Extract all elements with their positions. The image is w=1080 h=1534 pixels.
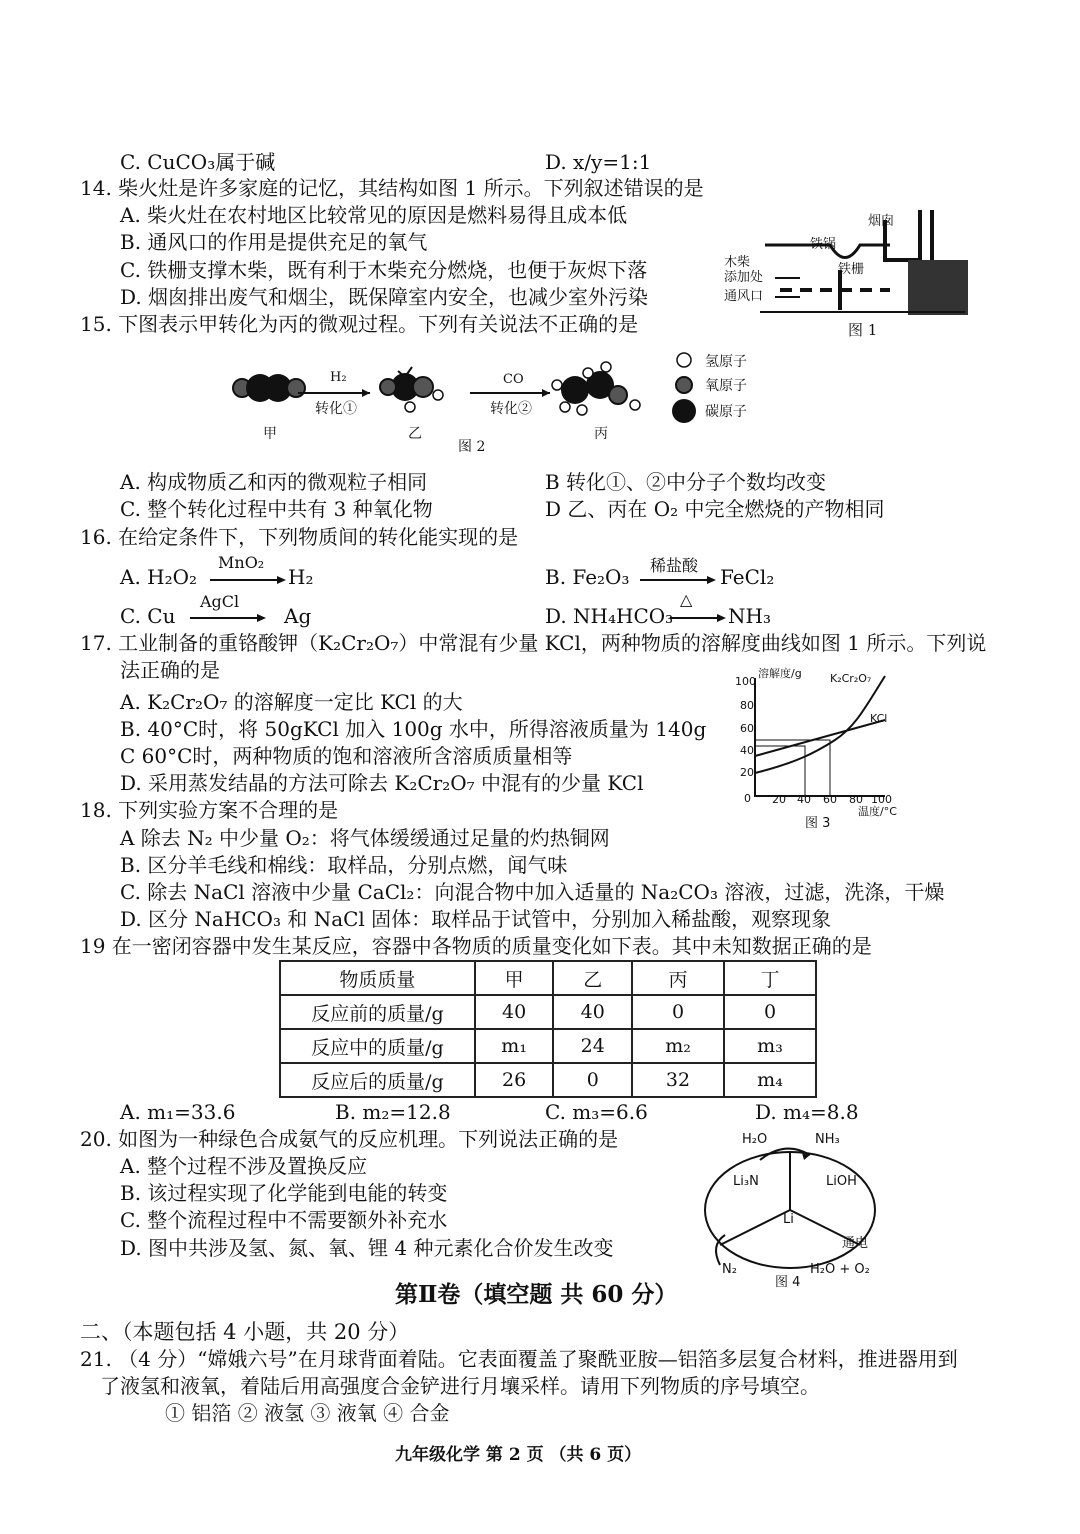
fig3-series1: K₂Cr₂O₇ [830, 672, 872, 685]
legend-carbon: 碳原子 [705, 404, 747, 420]
q16-b-condition: 稀盐酸 [650, 556, 699, 575]
q17-stem-cont: 法正确的是 [120, 658, 220, 682]
q21-stem: 21. （4 分）“嫦娥六号”在月球背面着陆。它表面覆盖了聚酰亚胺—铝箔多层复合材料，推进器用到 [80, 1347, 958, 1371]
q14-option-a: A. 柴火灶在农村地区比较常见的原因是燃料易得且成本低 [120, 203, 628, 227]
table-cell: m₃ [724, 1029, 816, 1063]
q13-option-d: D. x/y=1:1 [545, 150, 652, 174]
q16-a-condition: MnO₂ [218, 553, 265, 572]
q19-mass-table [279, 960, 817, 1098]
fig3-xlabel: 温度/°C [858, 805, 897, 818]
legend-oxygen: 氧原子 [705, 378, 747, 394]
q19-option-d: D. m₄=8.8 [755, 1100, 859, 1124]
q17-option-a: A. K₂Cr₂O₇ 的溶解度一定比 KCl 的大 [120, 690, 463, 714]
fig3-origin: 0 [744, 792, 751, 805]
fig4-n2: N₂ [722, 1262, 737, 1277]
fig3-xtick-40: 40 [797, 793, 811, 806]
fig3-ytick-40: 40 [740, 744, 754, 757]
fig3-ytick-80: 80 [740, 699, 754, 712]
fig2-legend-symbols [673, 350, 703, 425]
q19-option-a: A. m₁=33.6 [120, 1100, 236, 1124]
fig3-ytick-60: 60 [740, 722, 754, 735]
q17-option-c: C 60°C时，两种物质的饱和溶液所含溶质质量相等 [120, 744, 573, 768]
table-header-row [280, 961, 816, 995]
fig4-lioh: LiOH [826, 1174, 857, 1189]
q16-b-arrow [640, 575, 725, 585]
fig2-r1-reactant: H₂ [330, 370, 347, 385]
q15-option-c: C. 整个转化过程中共有 3 种氧化物 [120, 497, 433, 521]
part-2-heading: 二、（本题包括 4 小题，共 20 分） [80, 1320, 410, 1344]
q20-option-b: B. 该过程实现了化学能到电能的转变 [120, 1181, 448, 1205]
table-header-cell: 丁 [724, 961, 816, 995]
q13-option-c: C. CuCO₃属于碱 [120, 150, 276, 174]
table-cell: 反应中的质量/g [280, 1029, 475, 1063]
fig4-li: Li [783, 1212, 794, 1227]
fig3-xtick-80: 80 [849, 793, 863, 806]
q17-option-b: B. 40°C时，将 50gKCl 加入 100g 水中，所得溶液质量为 140g [120, 717, 707, 741]
q18-option-a: A 除去 N₂ 中少量 O₂：将气体缓缓通过足量的灼热铜网 [120, 826, 610, 850]
table-row [280, 1063, 816, 1097]
page-footer: 九年级化学 第 2 页 （共 6 页） [395, 1445, 642, 1465]
q21-options: ① 铝箔 ② 液氢 ③ 液氧 ④ 合金 [165, 1401, 450, 1425]
q16-d-product: NH₃ [728, 604, 771, 628]
fig3-caption: 图 3 [805, 816, 831, 831]
fig1-chimney-label: 烟囱 [868, 214, 895, 229]
fig1-vent-label: 通风口 [724, 289, 764, 304]
fig1-wood-label-2: 添加处 [724, 270, 764, 285]
fig2-r1-label: 转化① [315, 401, 357, 417]
q14-stem: 14. 柴火灶是许多家庭的记忆，其结构如图 1 所示。下列叙述错误的是 [80, 176, 704, 200]
q16-c-condition: AgCl [200, 592, 240, 611]
fig3-ylabel: 溶解度/g [758, 667, 802, 680]
fig3-xtick-20: 20 [772, 793, 786, 806]
q21-stem-cont: 了液氢和液氧，着陆后用高强度合金铲进行月壤采样。请用下列物质的序号填空。 [100, 1374, 820, 1398]
fig2-jia: 甲 [263, 426, 277, 442]
table-row [280, 995, 816, 1029]
fig4-caption: 图 4 [775, 1275, 801, 1290]
q20-option-c: C. 整个流程过程中不需要额外补充水 [120, 1208, 448, 1232]
q19-option-b: B. m₂=12.8 [335, 1100, 451, 1124]
q16-c-product: Ag [284, 604, 312, 628]
fig4-h2o-o2: H₂O + O₂ [810, 1262, 870, 1277]
q14-option-c: C. 铁栅支撑木柴，既有利于木柴充分燃烧，也便于灰烬下落 [120, 258, 648, 282]
legend-hydrogen: 氢原子 [705, 354, 747, 370]
q20-option-d: D. 图中共涉及氢、氮、氧、锂 4 种元素化合价发生改变 [120, 1236, 614, 1260]
q16-a-arrow [210, 575, 290, 585]
table-cell: 24 [553, 1029, 632, 1063]
fig1-pot-label: 铁锅 [810, 237, 837, 252]
section-2-title: 第Ⅱ卷（填空题 共 60 分） [395, 1281, 678, 1308]
q17-option-d: D. 采用蒸发结晶的方法可除去 K₂Cr₂O₇ 中混有的少量 KCl [120, 771, 644, 795]
table-header-cell: 甲 [475, 961, 554, 995]
q15-option-b: B 转化①、②中分子个数均改变 [545, 470, 827, 494]
figure-3-solubility [735, 668, 905, 808]
q16-option-b: B. Fe₂O₃ [545, 565, 630, 589]
fig1-grate-label: 铁栅 [838, 262, 865, 277]
fig2-yi: 乙 [408, 426, 422, 442]
q16-stem: 16. 在给定条件下，下列物质间的转化能实现的是 [80, 525, 519, 549]
table-header-cell: 丙 [632, 961, 724, 995]
q19-option-c: C. m₃=6.6 [545, 1100, 648, 1124]
q17-stem: 17. 工业制备的重铬酸钾（K₂Cr₂O₇）中常混有少量 KCl，两种物质的溶解度曲线如图 1 所示。下列说 [80, 631, 987, 655]
molecule-jia [233, 374, 305, 402]
q16-option-a: A. H₂O₂ [120, 565, 198, 589]
q16-option-d: D. NH₄HCO₃ [545, 604, 674, 628]
table-cell: 40 [475, 995, 554, 1029]
fig4-h2o: H₂O [742, 1132, 768, 1147]
molecule-yi [380, 367, 443, 412]
q15-option-a: A. 构成物质乙和丙的微观粒子相同 [120, 470, 428, 494]
table-cell: m₁ [475, 1029, 554, 1063]
table-cell: 40 [553, 995, 632, 1029]
fig3-xtick-60: 60 [823, 793, 837, 806]
fig4-electrolysis: 通电 [842, 1236, 869, 1251]
table-cell: 0 [553, 1063, 632, 1097]
table-cell: 0 [724, 995, 816, 1029]
q14-option-d: D. 烟囱排出废气和烟尘，既保障室内安全，也减少室外污染 [120, 285, 649, 309]
q18-option-d: D. 区分 NaHCO₃ 和 NaCl 固体：取样品于试管中，分别加入稀盐酸，观察现象 [120, 907, 832, 931]
q18-option-b: B. 区分羊毛线和棉线：取样品，分别点燃，闻气味 [120, 853, 568, 877]
table-cell: 反应后的质量/g [280, 1063, 475, 1097]
table-cell: 0 [632, 995, 724, 1029]
q16-c-arrow [190, 613, 275, 623]
q16-d-arrow [670, 613, 735, 623]
fig4-li3n: Li₃N [733, 1174, 759, 1189]
figure-2-molecules [230, 355, 670, 430]
q15-option-d: D 乙、丙在 O₂ 中完全燃烧的产物相同 [545, 497, 885, 521]
fig1-wood-label-1: 木柴 [724, 255, 751, 270]
fig2-r2-reactant: CO [503, 372, 524, 387]
q19-stem: 19 在一密闭容器中发生某反应，容器中各物质的质量变化如下表。其中未知数据正确的是 [80, 934, 872, 958]
fig2-caption: 图 2 [458, 439, 486, 455]
q16-option-c: C. Cu [120, 604, 176, 628]
fig2-bing: 丙 [594, 426, 608, 442]
table-header-cell: 物质质量 [280, 961, 475, 995]
fig4-nh3: NH₃ [815, 1132, 840, 1147]
fig2-r2-label: 转化② [490, 401, 532, 417]
molecule-bing [552, 362, 640, 415]
q16-b-product: FeCl₂ [720, 565, 775, 589]
fig3-ytick-100: 100 [735, 675, 756, 688]
q16-a-product: H₂ [288, 565, 314, 589]
q20-stem: 20. 如图为一种绿色合成氨气的反应机理。下列说法正确的是 [80, 1127, 619, 1151]
table-cell: m₂ [632, 1029, 724, 1063]
table-cell: 26 [475, 1063, 554, 1097]
q15-stem: 15. 下图表示甲转化为丙的微观过程。下列有关说法不正确的是 [80, 312, 639, 336]
fig3-ytick-20: 20 [740, 766, 754, 779]
q18-stem: 18. 下列实验方案不合理的是 [80, 798, 339, 822]
q20-option-a: A. 整个过程不涉及置换反应 [120, 1154, 368, 1178]
table-row [280, 1029, 816, 1063]
fig3-xtick-100: 100 [871, 793, 892, 806]
q16-d-condition: △ [680, 590, 693, 609]
table-header-cell: 乙 [553, 961, 632, 995]
table-cell: m₄ [724, 1063, 816, 1097]
fig1-caption: 图 1 [848, 321, 878, 339]
table-cell: 反应前的质量/g [280, 995, 475, 1029]
table-cell: 32 [632, 1063, 724, 1097]
q14-option-b: B. 通风口的作用是提供充足的氧气 [120, 230, 428, 254]
q18-option-c: C. 除去 NaCl 溶液中少量 CaCl₂：向混合物中加入适量的 Na₂CO₃ 溶液，过滤，洗涤，干燥 [120, 880, 945, 904]
fig3-series2: KCl [870, 712, 888, 725]
